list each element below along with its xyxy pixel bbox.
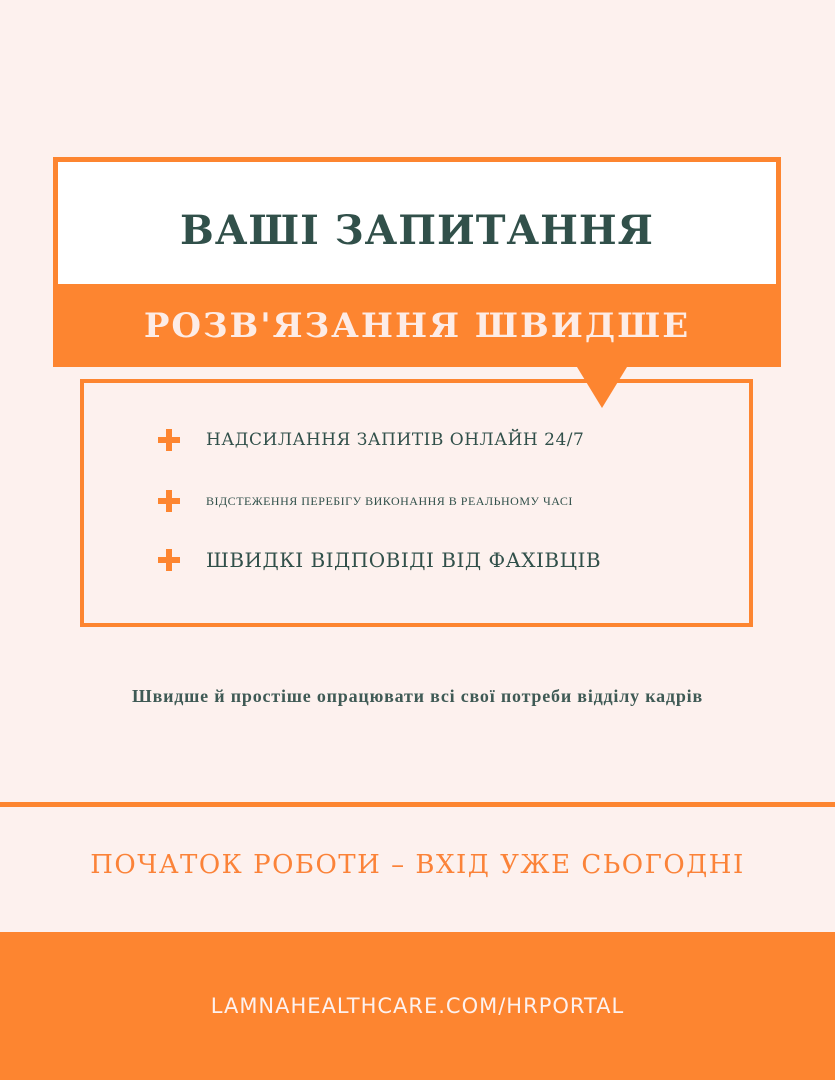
- feature-text: ВІДСТЕЖЕННЯ ПЕРЕБІГУ ВИКОНАННЯ В РЕАЛЬНОМУ ЧАСІ: [206, 493, 573, 508]
- plus-icon: [158, 490, 180, 512]
- feature-item: [158, 548, 601, 572]
- divider: [0, 802, 835, 807]
- plus-icon: [158, 549, 180, 571]
- footer-band: [0, 932, 835, 1080]
- call-to-action: ПОЧАТОК РОБОТИ – ВХІД УЖЕ СЬОГОДНІ: [90, 850, 745, 880]
- feature-item: [158, 490, 573, 512]
- page-title: ВАШІ ЗАПИТАННЯ: [180, 206, 654, 254]
- feature-text: НАДСИЛАННЯ ЗАПИТІВ ОНЛАЙН 24/7: [206, 430, 585, 450]
- title-top: [58, 162, 776, 284]
- title-card: [53, 157, 781, 367]
- page-subtitle: РОЗВ'ЯЗАННЯ ШВИДШЕ: [143, 305, 691, 346]
- features-box: [80, 379, 753, 627]
- feature-item: [158, 429, 584, 451]
- portal-link[interactable]: LAMNAHEALTHCARE.COM/HRPORTAL: [210, 994, 625, 1018]
- tagline: Швидше й простіше опрацювати всі свої потреби відділу кадрів: [132, 686, 703, 706]
- feature-text: ШВИДКІ ВІДПОВІДІ ВІД ФАХІВЦІВ: [206, 548, 602, 572]
- subtitle-band: [53, 284, 781, 367]
- plus-icon: [158, 429, 180, 451]
